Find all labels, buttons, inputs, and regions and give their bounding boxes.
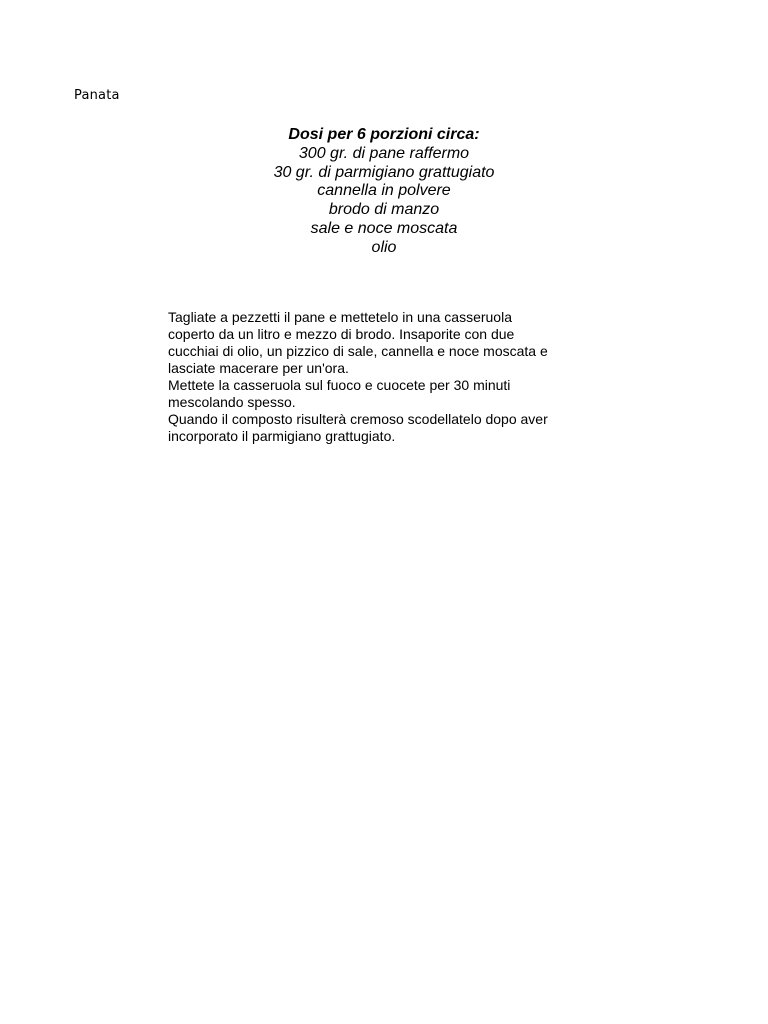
- method-line: coperto da un litro e mezzo di brodo. Insaporite con due: [168, 326, 515, 342]
- method-line: incorporato il parmigiano grattugiato.: [168, 428, 396, 444]
- ingredient-item: 300 gr. di pane raffermo: [298, 144, 470, 162]
- method-line: mescolando spesso.: [168, 394, 296, 410]
- ingredient-item: 30 gr. di parmigiano grattugiato: [273, 163, 495, 181]
- ingredient-item: brodo di manzo: [328, 201, 440, 219]
- method-line: Tagliate a pezzetti il pane e mettetelo in una casseruola: [168, 309, 512, 325]
- method-line: cucchiai di olio, un pizzico di sale, cannella e noce moscata e: [168, 343, 548, 359]
- method-line: lasciate macerare per un'ora.: [168, 360, 349, 376]
- recipe-title: Panata: [74, 88, 120, 103]
- ingredient-item: cannella in polvere: [317, 182, 451, 200]
- method-line: Quando il composto risulterà cremoso scodellatelo dopo aver: [168, 411, 548, 427]
- method-paragraph: [168, 309, 608, 445]
- method-line: Mettete la casseruola sul fuoco e cuocete per 30 minuti: [168, 377, 511, 393]
- ingredients-block: [184, 126, 584, 258]
- ingredient-item: sale e noce moscata: [310, 219, 458, 237]
- ingredients-heading: Dosi per 6 porzioni circa:: [288, 126, 480, 143]
- ingredient-item: olio: [371, 238, 397, 256]
